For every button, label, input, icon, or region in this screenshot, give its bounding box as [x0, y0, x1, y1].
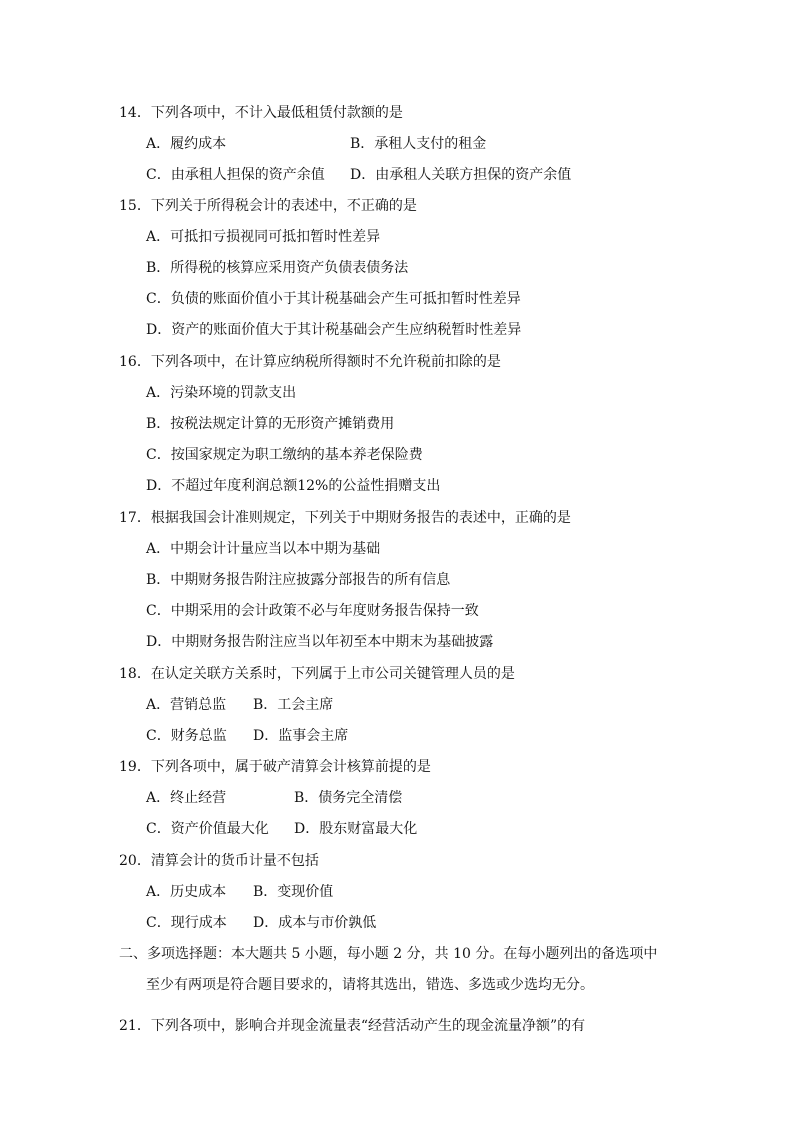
question-15-option-c: C．负债的账面价值小于其计税基础会产生可抵扣暂时性差异	[146, 291, 521, 307]
question-20-option-d: D．成本与市价孰低	[253, 915, 377, 931]
question-16-option-d: D．不超过年度利润总额12%的公益性捐赠支出	[146, 478, 441, 494]
question-18-option-b: B．工会主席	[253, 697, 334, 713]
question-19-stem: 19．下列各项中，属于破产清算会计核算前提的是	[119, 759, 431, 775]
question-17-option-d: D．中期财务报告附注应当以年初至本中期末为基础披露	[146, 634, 494, 650]
question-19-option-c: C．资产价值最大化	[146, 821, 269, 837]
question-20-option-a: A．历史成本	[146, 884, 227, 900]
question-18-option-c: C．财务总监	[146, 728, 227, 744]
question-16-option-c: C．按国家规定为职工缴纳的基本养老保险费	[146, 447, 423, 463]
question-16-option-b: B．按税法规定计算的无形资产摊销费用	[146, 416, 395, 432]
question-15-option-a: A．可抵扣亏损视同可抵扣暂时性差异	[146, 229, 381, 245]
question-19-option-a: A．终止经营	[146, 790, 227, 806]
question-18-stem: 18．在认定关联方关系时，下列属于上市公司关键管理人员的是	[119, 666, 515, 682]
question-21-stem: 21．下列各项中，影响合并现金流量表“经营活动产生的现金流量净额”的有	[119, 1018, 586, 1034]
question-16-stem: 16．下列各项中，在计算应纳税所得额时不允许税前扣除的是	[119, 354, 501, 370]
question-17-option-b: B．中期财务报告附注应披露分部报告的所有信息	[146, 572, 451, 588]
question-15-option-d: D．资产的账面价值大于其计税基础会产生应纳税暂时性差异	[146, 322, 522, 338]
question-17-stem: 17．根据我国会计准则规定，下列关于中期财务报告的表述中，正确的是	[119, 510, 571, 526]
question-14-stem: 14．下列各项中，不计入最低租赁付款额的是	[119, 105, 403, 121]
question-20-option-c: C．现行成本	[146, 915, 227, 931]
question-18-option-a: A．营销总监	[146, 697, 227, 713]
question-17-option-c: C．中期采用的会计政策不必与年度财务报告保持一致	[146, 603, 479, 619]
question-20-option-b: B．变现价值	[253, 884, 334, 900]
question-20-stem: 20．清算会计的货币计量不包括	[119, 853, 319, 869]
section-2-heading-line-2: 至少有两项是符合题目要求的，请将其选出，错选、多选或少选均无分。	[146, 977, 594, 993]
question-15-option-b: B．所得税的核算应采用资产负债表债务法	[146, 260, 409, 276]
question-19-option-b: B．债务完全清偿	[294, 790, 403, 806]
question-18-option-d: D．监事会主席	[253, 728, 349, 744]
question-15-stem: 15．下列关于所得税会计的表述中，不正确的是	[119, 198, 417, 214]
question-14-option-c: C．由承租人担保的资产余值	[146, 167, 325, 183]
question-14-option-a: A．履约成本	[146, 136, 227, 152]
question-14-option-d: D．由承租人关联方担保的资产余值	[350, 167, 572, 183]
section-2-heading-line-1: 二、多项选择题：本大题共 5 小题，每小题 2 分，共 10 分。在每小题列出的备选项中	[119, 946, 658, 962]
question-14-option-b: B．承租人支付的租金	[350, 136, 487, 152]
question-17-option-a: A．中期会计计量应当以本中期为基础	[146, 541, 381, 557]
question-19-option-d: D．股东财富最大化	[294, 821, 418, 837]
question-16-option-a: A．污染环境的罚款支出	[146, 385, 297, 401]
